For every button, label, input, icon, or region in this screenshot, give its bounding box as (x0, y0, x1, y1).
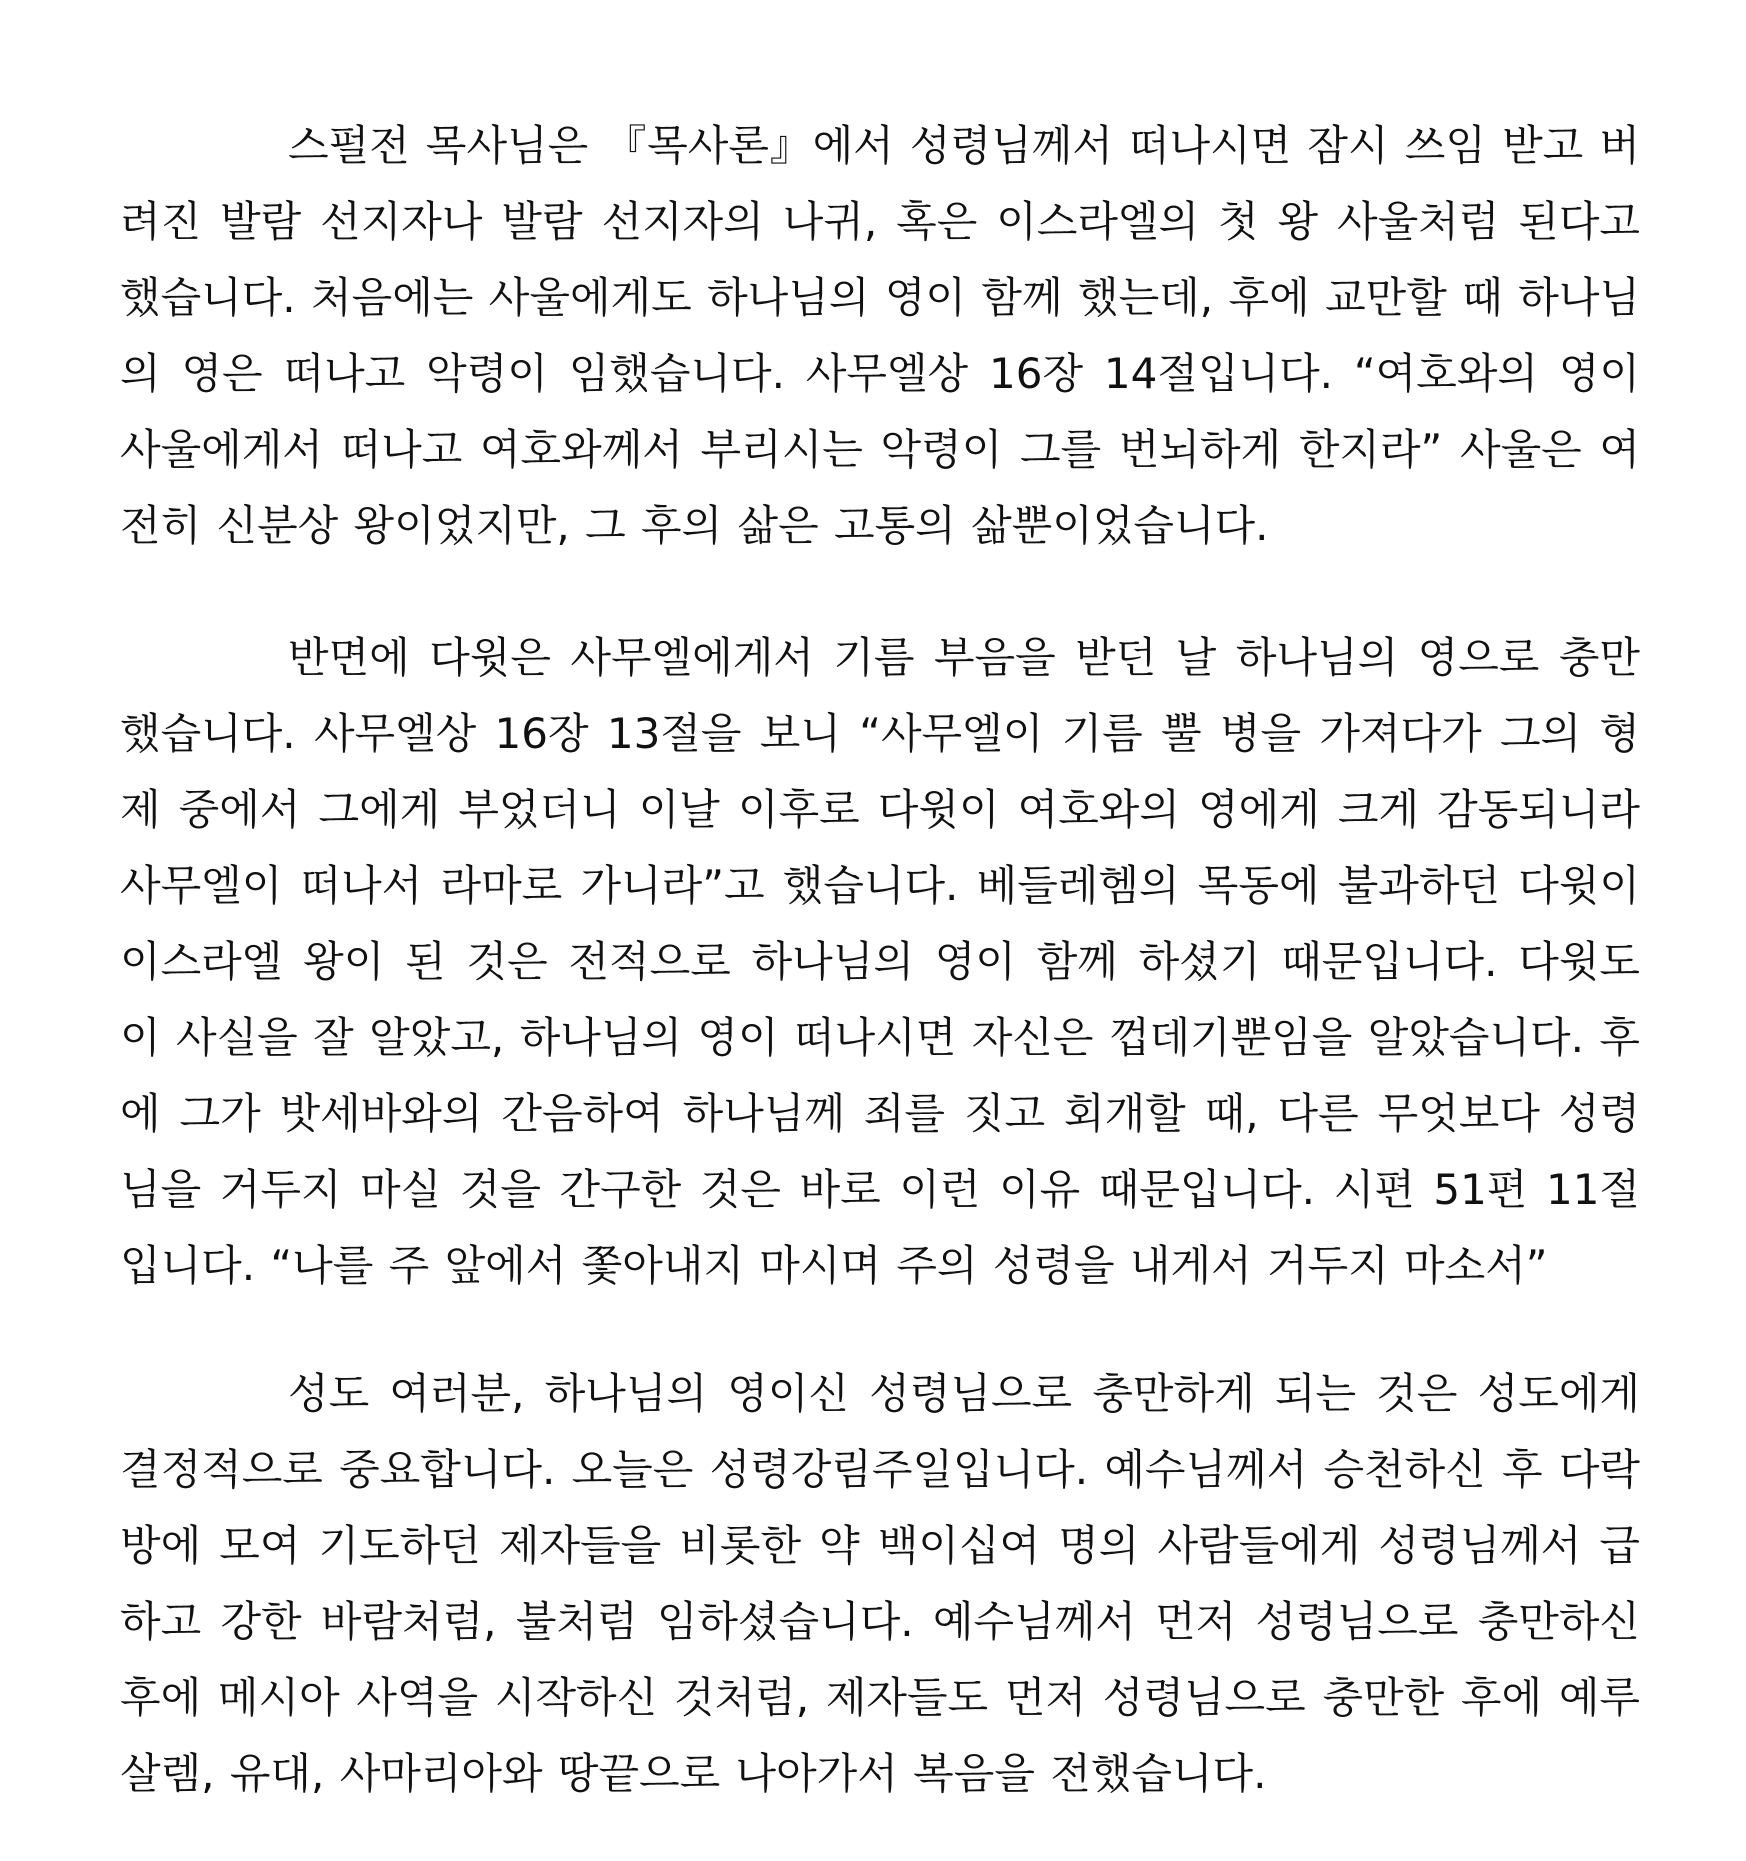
paragraph-david-anointing: 반면에 다윗은 사무엘에게서 기름 부음을 받던 날 하나님의 영으로 충만했습니다. 사무엘상 16장 13절을 보니 “사무엘이 기름 뿔 병을 가져다가 그의 형제 중에서 그에게 부었더니 이날 이후로 다윗이 여호와의 영에게 크게 감동되니라 사무엘이 떠나서 라마로 가니라”고 했습니다. 베들레헴의 목동에 불과하던 다윗이 이스라엘 왕이 된 것은 전적으로 하나님의 영이 함께 하셨기 때문입니다. 다윗도 이 사실을 잘 알았고, 하나님의 영이 떠나시면 자신은 껍데기뿐임을 알았습니다. 후에 그가 밧세바와의 간음하여 하나님께 죄를 짓고 회개할 때, 다른 무엇보다 성령님을 거두지 마실 것을 간구한 것은 바로 이런 이유 때문입니다. 시편 51편 11절입니다. “나를 주 앞에서 쫓아내지 마시며 주의 성령을 내게서 거두지 마소서” (120, 633, 1640, 1290)
paragraph-pentecost: 성도 여러분, 하나님의 영이신 성령님으로 충만하게 되는 것은 성도에게 결정적으로 중요합니다. 오늘은 성령강림주일입니다. 예수님께서 승천하신 후 다락방에 모여 기도하던 제자들을 비롯한 약 백이십여 명의 사람들에게 성령님께서 급하고 강한 바람처럼, 불처럼 임하셨습니다. 예수님께서 먼저 성령님으로 충만하신 후에 메시아 사역을 시작하신 것처럼, 제자들도 먼저 성령님으로 충만한 후에 예루살렘, 유대, 사마리아와 땅끝으로 나아가서 복음을 전했습니다. (120, 1369, 1640, 1798)
paragraph-spurgeon-saul: 스펄전 목사님은 『목사론』에서 성령님께서 떠나시면 잠시 쓰임 받고 버려진 발람 선지자나 발람 선지자의 나귀, 혹은 이스라엘의 첫 왕 사울처럼 된다고 했습니다. 처음에는 사울에게도 하나님의 영이 함께 했는데, 후에 교만할 때 하나님의 영은 떠나고 악령이 임했습니다. 사무엘상 16장 14절입니다. “여호와의 영이 사울에게서 떠나고 여호와께서 부리시는 악령이 그를 번뇌하게 한지라” 사울은 여전히 신분상 왕이었지만, 그 후의 삶은 고통의 삶뿐이었습니다. (120, 121, 1640, 550)
